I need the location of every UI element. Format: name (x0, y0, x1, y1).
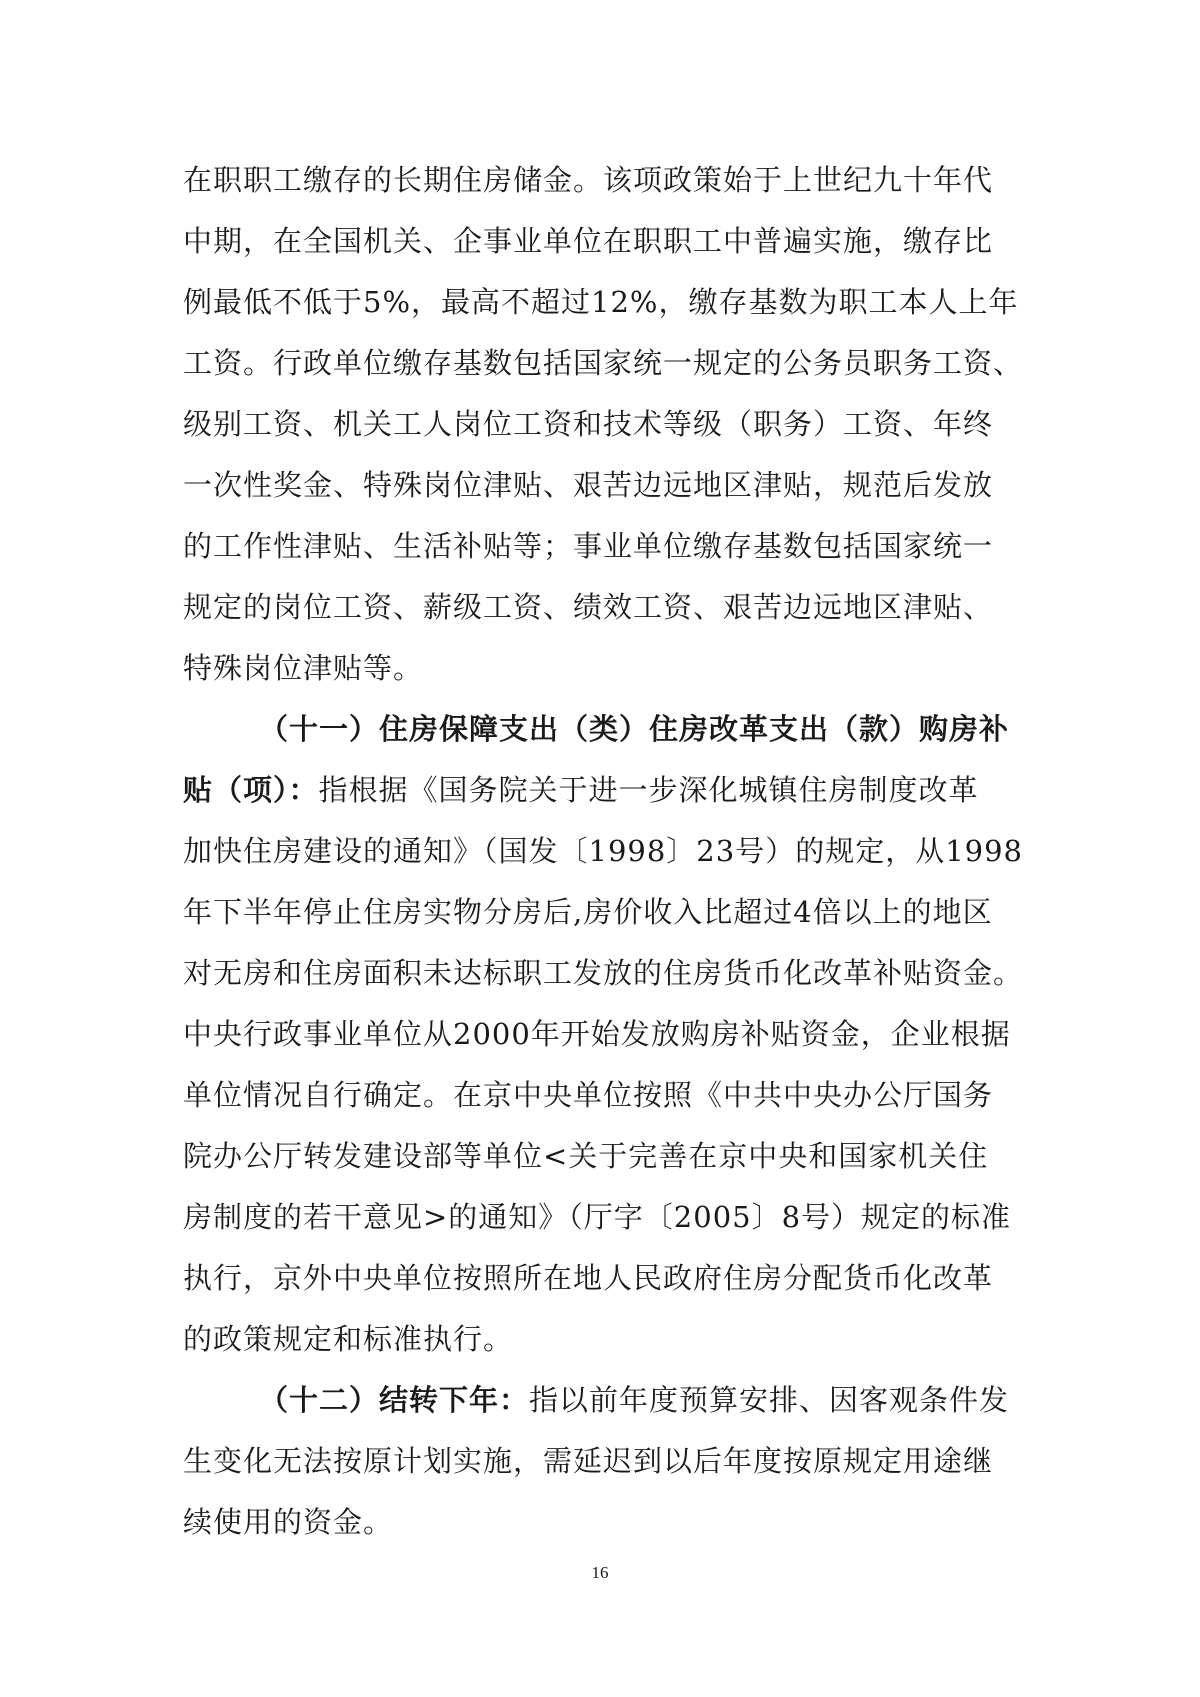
text-line: 加快住房建设的通知》（国发〔1998〕23号）的规定，从1998 (183, 834, 1024, 868)
text-line: 特殊岗位津贴等。 (183, 651, 424, 685)
section-heading: （十二）结转下年： (259, 1383, 530, 1417)
text-line: 中央行政事业单位从2000年开始发放购房补贴资金，企业根据 (183, 1017, 1011, 1051)
text-line: 例最低不低于5%，最高不超过12%，缴存基数为职工本人上年 (183, 285, 1019, 319)
text-line: 在职职工缴存的长期住房储金。该项政策始于上世纪九十年代 (183, 163, 994, 197)
body-text (183, 150, 1053, 1553)
text-line (183, 1370, 1053, 1431)
text-line: 院办公厅转发建设部等单位<关于完善在京中央和国家机关住 (183, 1139, 989, 1173)
text-line (183, 760, 1053, 821)
text-line: 单位情况自行确定。在京中央单位按照《中共中央办公厅国务 (183, 1078, 994, 1112)
text-line: 一次性奖金、特殊岗位津贴、艰苦边远地区津贴，规范后发放 (183, 468, 994, 502)
text-line: 执行，京外中央单位按照所在地人民政府住房分配货币化改革 (183, 1261, 994, 1295)
section-heading-continued: 贴（项）： (183, 773, 319, 807)
paragraph-carryover (183, 1370, 1053, 1553)
text-line: 房制度的若干意见>的通知》（厅字〔2005〕8号）规定的标准 (183, 1200, 1012, 1234)
text-line: 对无房和住房面积未达标职工发放的住房货币化改革补贴资金。 (183, 956, 1024, 990)
paragraph-housing-fund (183, 150, 1053, 699)
text-line: 中期，在全国机关、企事业单位在职职工中普遍实施，缴存比 (183, 224, 994, 258)
text-line: 年下半年停止住房实物分房后,房价收入比超过4倍以上的地区 (183, 895, 993, 929)
text-line: 级别工资、机关工人岗位工资和技术等级（职务）工资、年终 (183, 407, 994, 441)
text-line: 生变化无法按原计划实施，需延迟到以后年度按原规定用途继 (183, 1444, 994, 1478)
text-line: 的政策规定和标准执行。 (183, 1322, 514, 1356)
text-line: 规定的岗位工资、薪级工资、绩效工资、艰苦边远地区津贴、 (183, 590, 994, 624)
text-line: 的工作性津贴、生活补贴等；事业单位缴存基数包括国家统一 (183, 529, 994, 563)
text-line: 续使用的资金。 (183, 1505, 394, 1539)
page-number: 16 (591, 1563, 609, 1582)
paragraph-housing-subsidy (183, 699, 1053, 1370)
section-heading: （十一）住房保障支出（类）住房改革支出（款）购房补 (259, 712, 1010, 746)
text-run: 指以前年度预算安排、因客观条件发 (529, 1383, 1010, 1417)
text-run: 指根据《国务院关于进一步深化城镇住房制度改革 (318, 773, 979, 807)
text-line: 工资。行政单位缴存基数包括国家统一规定的公务员职务工资、 (183, 346, 1024, 380)
